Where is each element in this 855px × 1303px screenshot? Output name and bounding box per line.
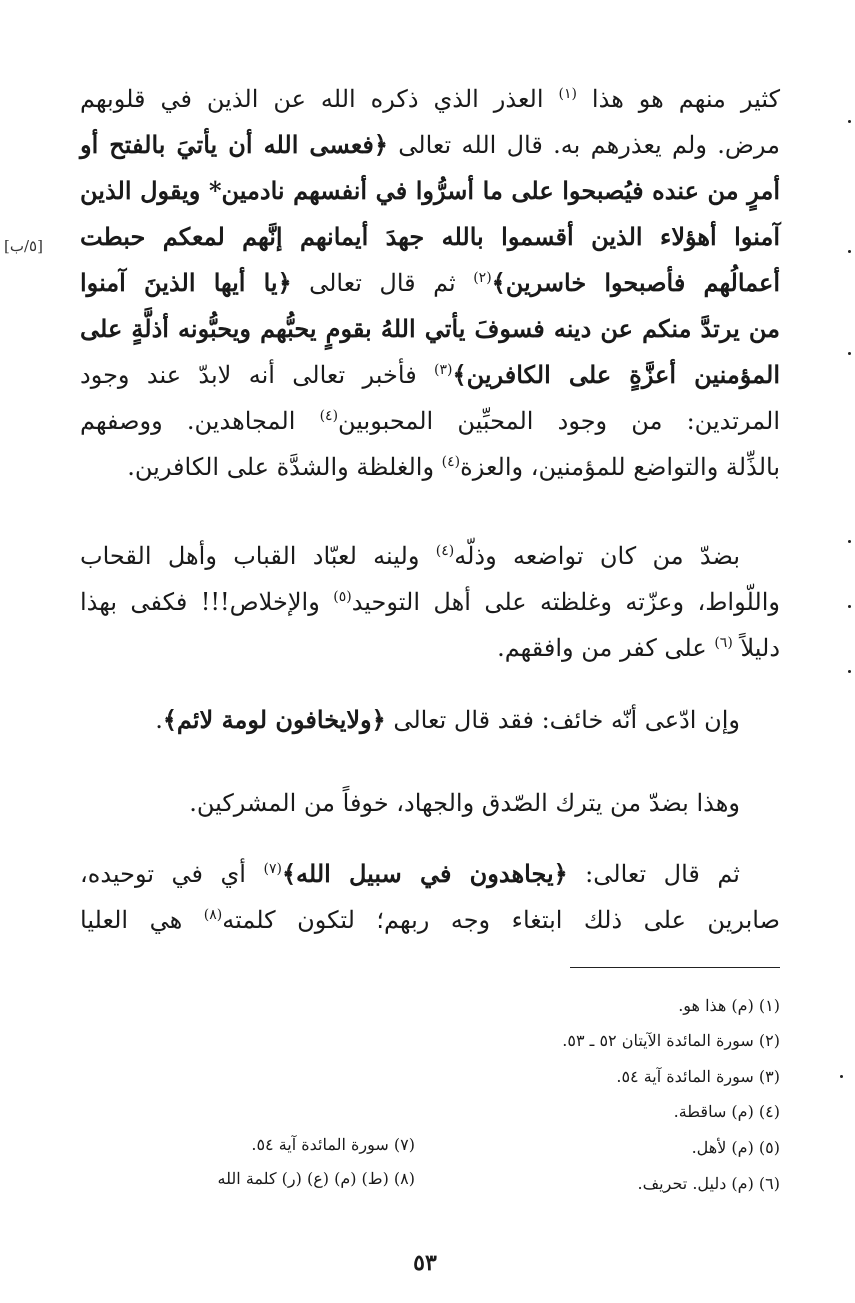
text-line-12: دليلاً $^{(٦)}$ على كفر من وافقهم. <box>497 634 780 662</box>
footnote-ref-4[interactable]: (٤) <box>319 408 339 424</box>
text-line-15: ثم قال تعالى: ﴿يجاهدون في سبيل الله﴾$^{(٧)}$ أي في توحيده، <box>80 859 740 888</box>
text-line-16: صابرين على ذلك ابتغاء وجه ربهم؛ لتكون كلمته$^{(٨)}$ هي العليا <box>80 906 780 934</box>
footnote-5: (٥) (م) لأهل. <box>691 1138 780 1157</box>
footnote-ref-7[interactable]: (٧) <box>263 861 282 877</box>
scan-mark <box>840 1075 843 1078</box>
scan-mark <box>848 670 851 673</box>
footnote-ref-6[interactable]: (٦) <box>714 635 733 651</box>
footnote-2: (٢) سورة المائدة الآيتان ٥٢ ـ ٥٣. <box>562 1031 780 1050</box>
text-line-14: وهذا بضدّ من يترك الصّدق والجهاد، خوفاً من المشركين. <box>189 789 740 817</box>
scan-mark <box>848 352 851 355</box>
text-line-5: أعمالُهم فأصبحوا خاسرين﴾$^{(٢)}$ ثم قال تعالى ﴿يا أيها الذينَ آمنوا <box>80 268 781 297</box>
footnote-3: (٣) سورة المائدة آية ٥٤. <box>616 1067 780 1086</box>
scan-mark <box>848 250 851 253</box>
quran-verse: ﴿ولايخافون لومة لائم﴾ <box>162 705 386 734</box>
text-line-11: واللّواط، وعزّته وغلظته على أهل التوحيد$^{(٥)}$ والإخلاص!!! فكفى بهذا <box>80 588 780 616</box>
text-line-1: كثير منهم هو هذا $^{(١)}$ العذر الذي ذكره الله عن الذين في قلوبهم <box>80 85 781 113</box>
page-number: ٥٣ <box>413 1250 437 1276</box>
text-line-13: وإن ادّعى أنّه خائف: فقد قال تعالى ﴿ولايخافون لومة لائم﴾. <box>155 705 740 734</box>
text-line-10: بضدّ من كان تواضعه وذلّه$^{(٤)}$ ولينه لعبّاد القباب وأهل القحاب <box>80 542 740 570</box>
footnote-ref-4b[interactable]: (٤) <box>441 454 461 470</box>
text-line-8: المرتدين: من وجود المحبِّين المحبوبين$^{(٤)}$ المجاهدين. ووصفهم <box>80 407 780 435</box>
footnote-4: (٤) (م) ساقطة. <box>673 1102 780 1121</box>
quran-verse: ﴿فعسى الله أن يأتيَ بالفتح أو <box>80 130 388 159</box>
scan-mark <box>848 605 851 608</box>
text-line-9: بالذِّلة والتواضع للمؤمنين، والعزة$^{(٤)}$ والغلظة والشدَّة على الكافرين. <box>127 453 780 481</box>
margin-folio-note: [٥/ب] <box>4 237 43 255</box>
footnote-ref-5[interactable]: (٥) <box>333 589 352 605</box>
footnote-1: (١) (م) هذا هو. <box>678 996 780 1015</box>
text-line-3: أمرٍ من عنده فيُصبحوا على ما أسرُّوا في أنفسهم نادمين* ويقول الذين <box>80 176 780 205</box>
text-line-4: آمنوا أهؤلاء الذين أقسموا بالله جهدَ أيمانهم إنَّهم لمعكم حبطت <box>80 222 780 251</box>
text-line-6: من يرتدَّ منكم عن دينه فسوفَ يأتي اللهُ بقومٍ يحبُّهم ويحبُّونه أذلَّةٍ على <box>80 314 780 343</box>
scan-mark <box>848 540 851 543</box>
footnote-ref-4c[interactable]: (٤) <box>435 543 455 559</box>
footnote-ref-3[interactable]: (٣) <box>434 362 453 378</box>
footnote-7: (٧) سورة المائدة آية ٥٤. <box>251 1135 415 1154</box>
scan-mark <box>848 120 851 123</box>
quran-verse: ﴿يجاهدون في سبيل الله﴾ <box>281 859 568 888</box>
footnote-divider <box>570 967 780 968</box>
text-line-7: المؤمنين أعزَّةٍ على الكافرين﴾$^{(٣)}$ فأخبر تعالى أنه لابدّ عند وجود <box>80 360 780 389</box>
text-line-2: مرض. ولم يعذرهم به. قال الله تعالى ﴿فعسى الله أن يأتيَ بالفتح أو <box>80 130 780 159</box>
footnote-ref-8[interactable]: (٨) <box>203 907 223 923</box>
quran-verse: ﴿يا أيها الذينَ آمنوا <box>80 268 292 297</box>
footnote-8: (٨) (ط) (م) (ع) (ر) كلمة الله <box>217 1169 415 1188</box>
footnote-ref-2[interactable]: (٢) <box>473 270 492 286</box>
footnote-ref-1[interactable]: (١) <box>558 86 577 102</box>
footnote-6: (٦) (م) دليل. تحريف. <box>637 1174 780 1193</box>
